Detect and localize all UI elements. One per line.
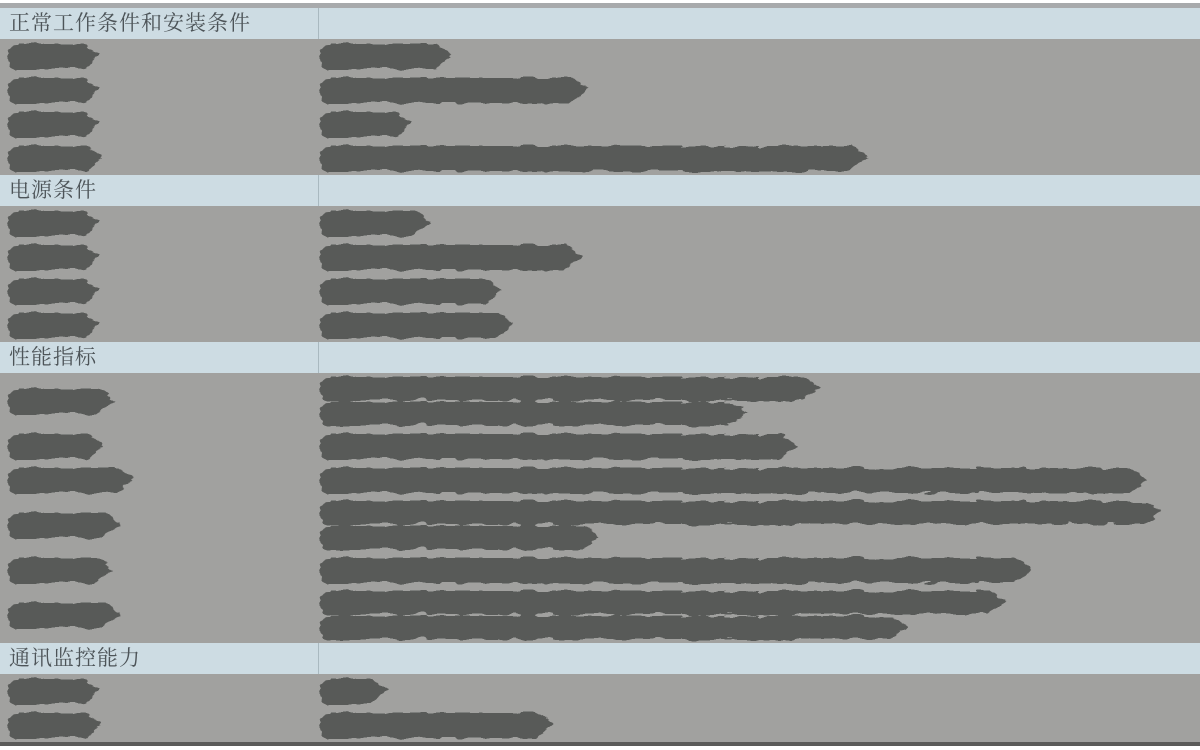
redacted-text-blob (320, 78, 588, 103)
row-label-cell (0, 313, 312, 338)
spec-row (0, 274, 1200, 308)
section-header (0, 643, 1200, 674)
redacted-text-blob (320, 501, 1162, 524)
redacted-text-blob (320, 245, 582, 270)
row-label-cell (0, 78, 312, 103)
redacted-value-line (320, 112, 1200, 137)
section-title: 正常工作条件和安装条件 (9, 11, 251, 35)
row-value-cell (312, 112, 1200, 137)
row-value-cell (312, 501, 1200, 549)
section-body (0, 674, 1200, 742)
row-value-cell (312, 468, 1200, 493)
redacted-text-blob (320, 526, 600, 549)
redacted-value-line (320, 377, 1200, 400)
bottom-margin (0, 746, 1200, 750)
spec-row (0, 463, 1200, 497)
redacted-text-blob (8, 78, 100, 103)
redacted-value-line (320, 558, 1200, 583)
section-body (0, 373, 1200, 643)
redacted-text-blob (8, 44, 100, 69)
spec-row (0, 587, 1200, 643)
redacted-text-blob (320, 211, 430, 236)
redacted-text-blob (320, 279, 502, 304)
redacted-text-blob (320, 313, 514, 338)
spec-row (0, 107, 1200, 141)
redacted-text-blob (320, 616, 908, 639)
section-body (0, 39, 1200, 175)
redacted-text-blob (8, 146, 103, 171)
redacted-text-blob (8, 245, 100, 270)
spec-row (0, 497, 1200, 553)
row-label-cell (0, 279, 312, 304)
row-value-cell (312, 434, 1200, 459)
section-title: 性能指标 (9, 345, 97, 369)
redacted-text-blob (320, 558, 1032, 583)
row-label-cell (0, 434, 312, 459)
redacted-text-blob (8, 279, 100, 304)
redacted-value-line (320, 526, 1200, 549)
redacted-value-line (320, 313, 1200, 338)
row-value-cell (312, 377, 1200, 425)
row-value-cell (312, 558, 1200, 583)
redacted-text-blob (320, 112, 412, 137)
redacted-value-line (320, 211, 1200, 236)
redacted-text-blob (8, 434, 104, 459)
redacted-text-blob (320, 377, 820, 400)
redacted-value-line (320, 402, 1200, 425)
redacted-value-line (320, 616, 1200, 639)
row-label-cell (0, 713, 312, 738)
row-label-cell (0, 112, 312, 137)
redacted-text-blob (320, 434, 798, 459)
row-label-cell (0, 245, 312, 270)
row-value-cell (312, 713, 1200, 738)
spec-row (0, 553, 1200, 587)
redacted-text-blob (320, 679, 388, 704)
row-value-cell (312, 146, 1200, 171)
redacted-value-line (320, 713, 1200, 738)
redacted-text-blob (320, 713, 554, 738)
row-label-cell (0, 603, 312, 628)
spec-row (0, 141, 1200, 175)
spec-row (0, 240, 1200, 274)
section-body (0, 206, 1200, 342)
redacted-value-line (320, 501, 1200, 524)
row-value-cell (312, 211, 1200, 236)
redacted-value-line (320, 468, 1200, 493)
section-title: 电源条件 (9, 178, 97, 202)
redacted-text-blob (8, 513, 120, 538)
redacted-text-blob (320, 402, 748, 425)
redacted-value-line (320, 44, 1200, 69)
row-value-cell (312, 279, 1200, 304)
row-label-cell (0, 468, 312, 493)
section-header (0, 175, 1200, 206)
row-value-cell (312, 44, 1200, 69)
redacted-text-blob (320, 146, 868, 171)
redacted-text-blob (320, 44, 452, 69)
row-label-cell (0, 146, 312, 171)
row-value-cell (312, 591, 1200, 639)
redacted-text-blob (8, 603, 120, 628)
redacted-text-blob (8, 558, 112, 583)
redacted-text-blob (8, 468, 134, 493)
redacted-value-line (320, 434, 1200, 459)
redacted-text-blob (8, 389, 114, 414)
redacted-text-blob (8, 112, 100, 137)
spec-row (0, 674, 1200, 708)
row-label-cell (0, 558, 312, 583)
section-header (0, 342, 1200, 373)
redacted-value-line (320, 279, 1200, 304)
row-label-cell (0, 513, 312, 538)
spec-row (0, 308, 1200, 342)
row-label-cell (0, 211, 312, 236)
spec-row (0, 429, 1200, 463)
column-divider (318, 175, 319, 206)
spec-table (0, 8, 1200, 742)
row-label-cell (0, 679, 312, 704)
redacted-value-line (320, 591, 1200, 614)
column-divider (318, 8, 319, 39)
spec-row (0, 73, 1200, 107)
redacted-value-line (320, 245, 1200, 270)
section-title: 通讯监控能力 (9, 646, 141, 670)
redacted-text-blob (8, 679, 100, 704)
redacted-text-blob (8, 713, 102, 738)
row-value-cell (312, 78, 1200, 103)
row-value-cell (312, 313, 1200, 338)
redacted-text-blob (8, 211, 100, 236)
spec-row (0, 373, 1200, 429)
redacted-text-blob (320, 591, 1006, 614)
redacted-value-line (320, 679, 1200, 704)
row-label-cell (0, 44, 312, 69)
spec-row (0, 206, 1200, 240)
redacted-value-line (320, 146, 1200, 171)
row-value-cell (312, 679, 1200, 704)
row-label-cell (0, 389, 312, 414)
spec-row (0, 39, 1200, 73)
redacted-value-line (320, 78, 1200, 103)
section-header (0, 8, 1200, 39)
redacted-text-blob (8, 313, 100, 338)
redacted-text-blob (320, 468, 1148, 493)
column-divider (318, 342, 319, 373)
column-divider (318, 643, 319, 674)
spec-row (0, 708, 1200, 742)
row-value-cell (312, 245, 1200, 270)
